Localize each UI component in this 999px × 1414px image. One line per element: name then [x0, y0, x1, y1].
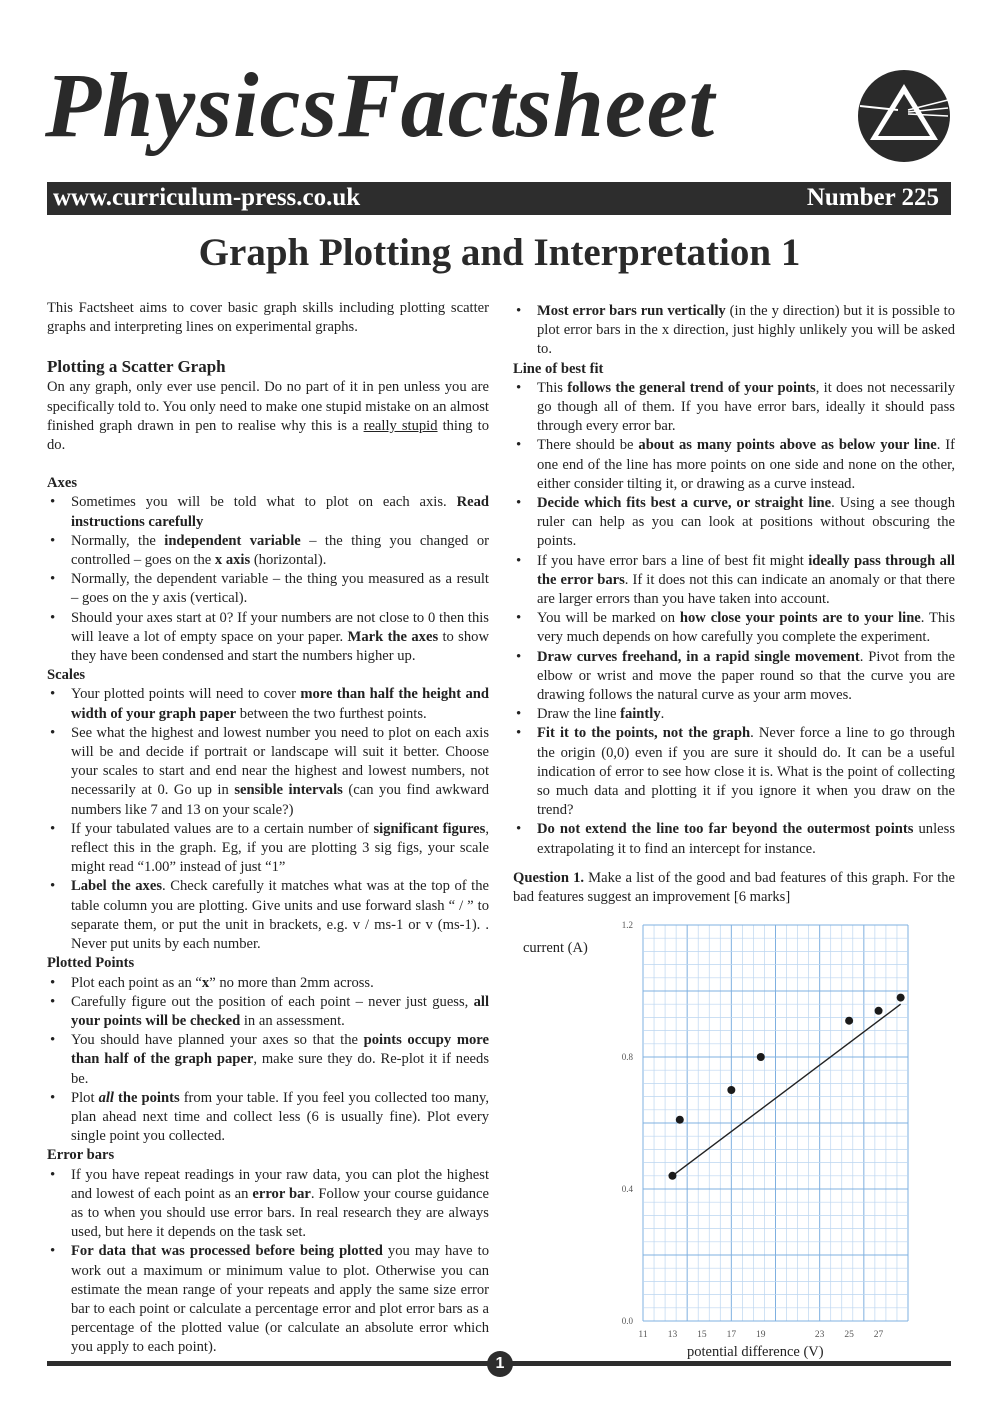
list-item: • Normally, the independent variable – the thing you changed or controlled – goes on the x axis (horizontal).: [47, 532, 489, 570]
question-paragraph: Question 1. Make a list of the good and bad features of this graph. For the bad features suggest an improvement [6 marks]: [513, 869, 955, 906]
y-tick-label: 0.0: [621, 1316, 633, 1326]
y-tick-label: 0.8: [621, 1052, 633, 1062]
list-item: • Plot all the points from your table. If you feel you collected too many, plan ahead next time and collect less (6 is usually fine). Plot every single point you collected.: [47, 1089, 489, 1147]
list-item: • Plot each point as an “x” no more than 2mm across.: [47, 974, 489, 993]
plotted-heading: Plotted Points: [47, 955, 135, 972]
x-tick-label: 17: [726, 1330, 737, 1340]
data-point: [845, 1017, 853, 1025]
plotted-list: [47, 974, 489, 1147]
plotting-paragraph: On any graph, only ever use pencil. Do no part of it in pen unless you are specifically told to. You only need to make one stupid mistake on an almost finished graph drawn in pen to realise why this is a really stupid thing to do.: [47, 379, 489, 454]
list-item: • Draw the line faintly.: [513, 705, 955, 724]
page-number: 1: [487, 1351, 513, 1377]
x-tick-label: 19: [756, 1330, 766, 1340]
x-tick-label: 27: [873, 1330, 884, 1340]
list-item: • Normally, the dependent variable – the thing you measured as a result – goes on the y axis (vertical).: [47, 570, 489, 608]
list-item: • Draw curves freehand, in a rapid single movement. Pivot from the elbow or wrist and move the paper round so that the curve you are drawing follows the natural curve as your arm moves.: [513, 648, 955, 706]
bestfit-heading: Line of best fit: [513, 360, 604, 377]
list-item: • Most error bars run vertically (in the y direction) but it is possible to plot error bars in the x direction, just highly unlikely you will be asked to.: [513, 302, 955, 360]
list-item: • Sometimes you will be told what to plot on each axis. Read instructions carefully: [47, 493, 489, 531]
list-item: • See what the highest and lowest number you need to plot on each axis will be and decide if portrait or landscape will suit it better. Choose your scales to start and end near the highest and lowest numbers, not necessarily at 0. Go up in sensible intervals (can you find awkward numbers like 7 and 13 on your scale?): [47, 724, 489, 820]
x-tick-label: 15: [697, 1330, 707, 1340]
x-tick-label: 25: [844, 1330, 854, 1340]
list-item: • Label the axes. Check carefully it matches what was at the top of the table column you are plotting. Give units and use forward slash “ / ” to separate them, or put the unit in brackets, e.g. v / ms-1 or v (ms-1). . Never put units by each number.: [47, 877, 489, 954]
list-item: • If you have error bars a line of best fit might ideally pass through all the error bars. If it does not this can indicate an anomaly or that there are larger errors than you have taken into account.: [513, 552, 955, 610]
list-item: • You should have planned your axes so that the points occupy more than half of the graph paper, make sure they do. Re-plot it if needs be.: [47, 1031, 489, 1089]
data-point: [727, 1086, 735, 1094]
axes-list: [47, 493, 489, 666]
left-column: [47, 299, 489, 1358]
list-item: • If you have repeat readings in your raw data, you can plot the highest and lowest of each point as an error bar. Follow your course guidance as to when you should use error bars. In real research they are always used, but here it depends on the task set.: [47, 1166, 489, 1243]
data-point: [668, 1172, 676, 1180]
list-item: • Carefully figure out the position of each point – never just guess, all your points will be checked in an assessment.: [47, 993, 489, 1031]
x-tick-label: 23: [814, 1330, 825, 1340]
scales-list: [47, 685, 489, 954]
scatter-chart: [513, 918, 953, 1363]
data-point: [757, 1053, 765, 1061]
intro-paragraph: This Factsheet aims to cover basic graph skills including plotting scatter graphs and interpreting lines on experimental graphs.: [47, 300, 489, 336]
chart-svg: [513, 918, 953, 1363]
website-link[interactable]: www.curriculum-press.co.uk: [53, 184, 361, 211]
list-item: • This follows the general trend of your points, it does not necessarily go though all of them. If you have error bars, ideally it should pass through every error bar.: [513, 379, 955, 437]
errorbars-list: [47, 1166, 489, 1358]
list-item: • If your tabulated values are to a certain number of significant figures, reflect this in the graph. Eg, if you are plotting 3 sig figs, your scale might read “1.00” instead of just “1”: [47, 820, 489, 878]
list-item: • Do not extend the line too far beyond the outermost points unless extrapolating it to find an intercept for instance.: [513, 820, 955, 858]
data-point: [875, 1007, 883, 1015]
masthead-factsheet: Factsheet: [338, 54, 716, 156]
prism-logo-icon: [858, 70, 950, 162]
scales-heading: Scales: [47, 667, 86, 684]
page-title: Graph Plotting and Interpretation 1: [198, 231, 801, 274]
list-item: • For data that was processed before being plotted you may have to work out a maximum or minimum value to plot. Otherwise you can estimate the mean range of your repeats and apply the same size error bar to each point or calculate a percentage error and plot error bars as a percentage of the plotted value (or calculate an absolute error which you apply to each point).: [47, 1242, 489, 1357]
data-point: [897, 994, 905, 1002]
axes-heading: Axes: [47, 475, 77, 492]
list-item: • Fit it to the points, not the graph. Never force a line to go through the origin (0,0) even if you are sure it should do. It can be a useful indication of error to see how close it is. What is the point of collecting so much data and plotting it if you ignore it when you draw on the trend?: [513, 724, 955, 820]
bestfit-list: [513, 379, 955, 859]
header-bar: [47, 182, 951, 215]
y-tick-label: 0.4: [621, 1184, 633, 1194]
list-item: • Should your axes start at 0? If your numbers are not close to 0 then this will leave a lot of empty space on your paper. Mark the axes to show they have been condensed and start the numbers higher up.: [47, 609, 489, 667]
x-tick-label: 11: [638, 1330, 648, 1340]
data-point: [676, 1116, 684, 1124]
list-item: • There should be about as many points above as below your line. If one end of the line has more points on one side and none on the other, either consider tilting it, or drawing as a curve instead.: [513, 436, 955, 494]
errorbars-list-cont: [513, 302, 955, 360]
list-item: • You will be marked on how close your points are to your line. This very much depends on how carefully you complete the experiment.: [513, 609, 955, 647]
x-axis-label: potential difference (V): [687, 1344, 824, 1360]
x-tick-label: 13: [667, 1330, 678, 1340]
list-item: • Decide which fits best a curve, or straight line. Using a see though ruler can help as you can look at positions without obscuring the points.: [513, 494, 955, 552]
errorbars-heading: Error bars: [47, 1147, 115, 1164]
masthead: [45, 52, 845, 172]
plotting-heading: Plotting a Scatter Graph: [47, 357, 226, 377]
y-tick-label: 1.2: [621, 920, 633, 930]
list-item: • Your plotted points will need to cover more than half the height and width of your graph paper between the two furthest points.: [47, 685, 489, 723]
y-axis-label: current (A): [523, 940, 588, 956]
issue-number: Number 225: [806, 184, 939, 211]
right-column: [513, 302, 955, 907]
masthead-physics: Physics: [45, 54, 339, 156]
